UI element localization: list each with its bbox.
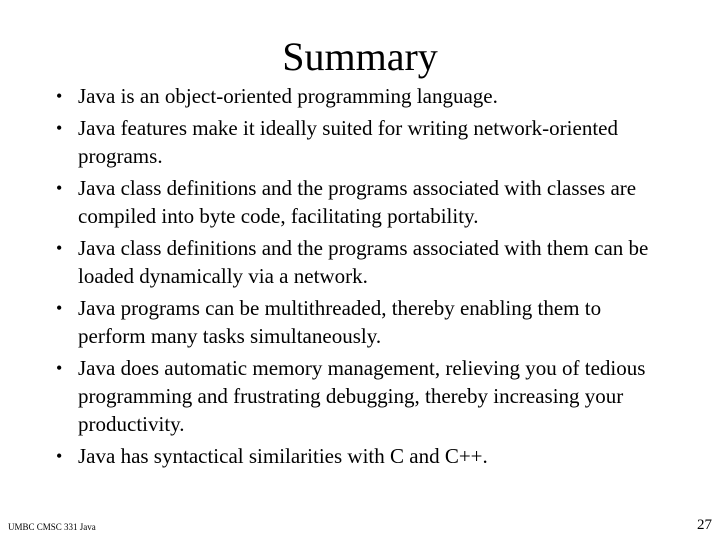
bullet-item xyxy=(56,442,666,470)
footer-course-label: UMBC CMSC 331 Java xyxy=(8,522,96,532)
bullet-icon: • xyxy=(56,446,63,466)
page-number: 27 xyxy=(697,517,712,533)
bullet-icon: • xyxy=(56,358,63,378)
bullet-item xyxy=(56,234,666,290)
bullet-item xyxy=(56,82,666,110)
bullet-text: Java is an object-oriented programming language. xyxy=(78,84,498,108)
bullet-text: Java class definitions and the programs associated with classes are compiled into byte code, facilitating portability. xyxy=(78,176,637,228)
bullet-text: Java does automatic memory management, relieving you of tedious programming and frustrating debugging, thereby increasing your productivity. xyxy=(78,356,646,436)
bullet-icon: • xyxy=(56,118,63,138)
bullet-icon: • xyxy=(56,178,63,198)
bullet-item xyxy=(56,174,666,230)
slide-title: Summary xyxy=(282,34,438,79)
bullet-text: Java has syntactical similarities with C and C++. xyxy=(78,444,488,468)
bullet-list xyxy=(56,82,666,474)
bullet-item xyxy=(56,294,666,350)
bullet-item xyxy=(56,354,666,438)
bullet-text: Java programs can be multithreaded, thereby enabling them to perform many tasks simultaneously. xyxy=(78,296,602,348)
bullet-text: Java class definitions and the programs associated with them can be loaded dynamically via a network. xyxy=(78,236,649,288)
bullet-text: Java features make it ideally suited for writing network-oriented programs. xyxy=(78,116,618,168)
bullet-icon: • xyxy=(56,238,63,258)
bullet-icon: • xyxy=(56,298,63,318)
bullet-icon: • xyxy=(56,86,63,106)
bullet-item xyxy=(56,114,666,170)
